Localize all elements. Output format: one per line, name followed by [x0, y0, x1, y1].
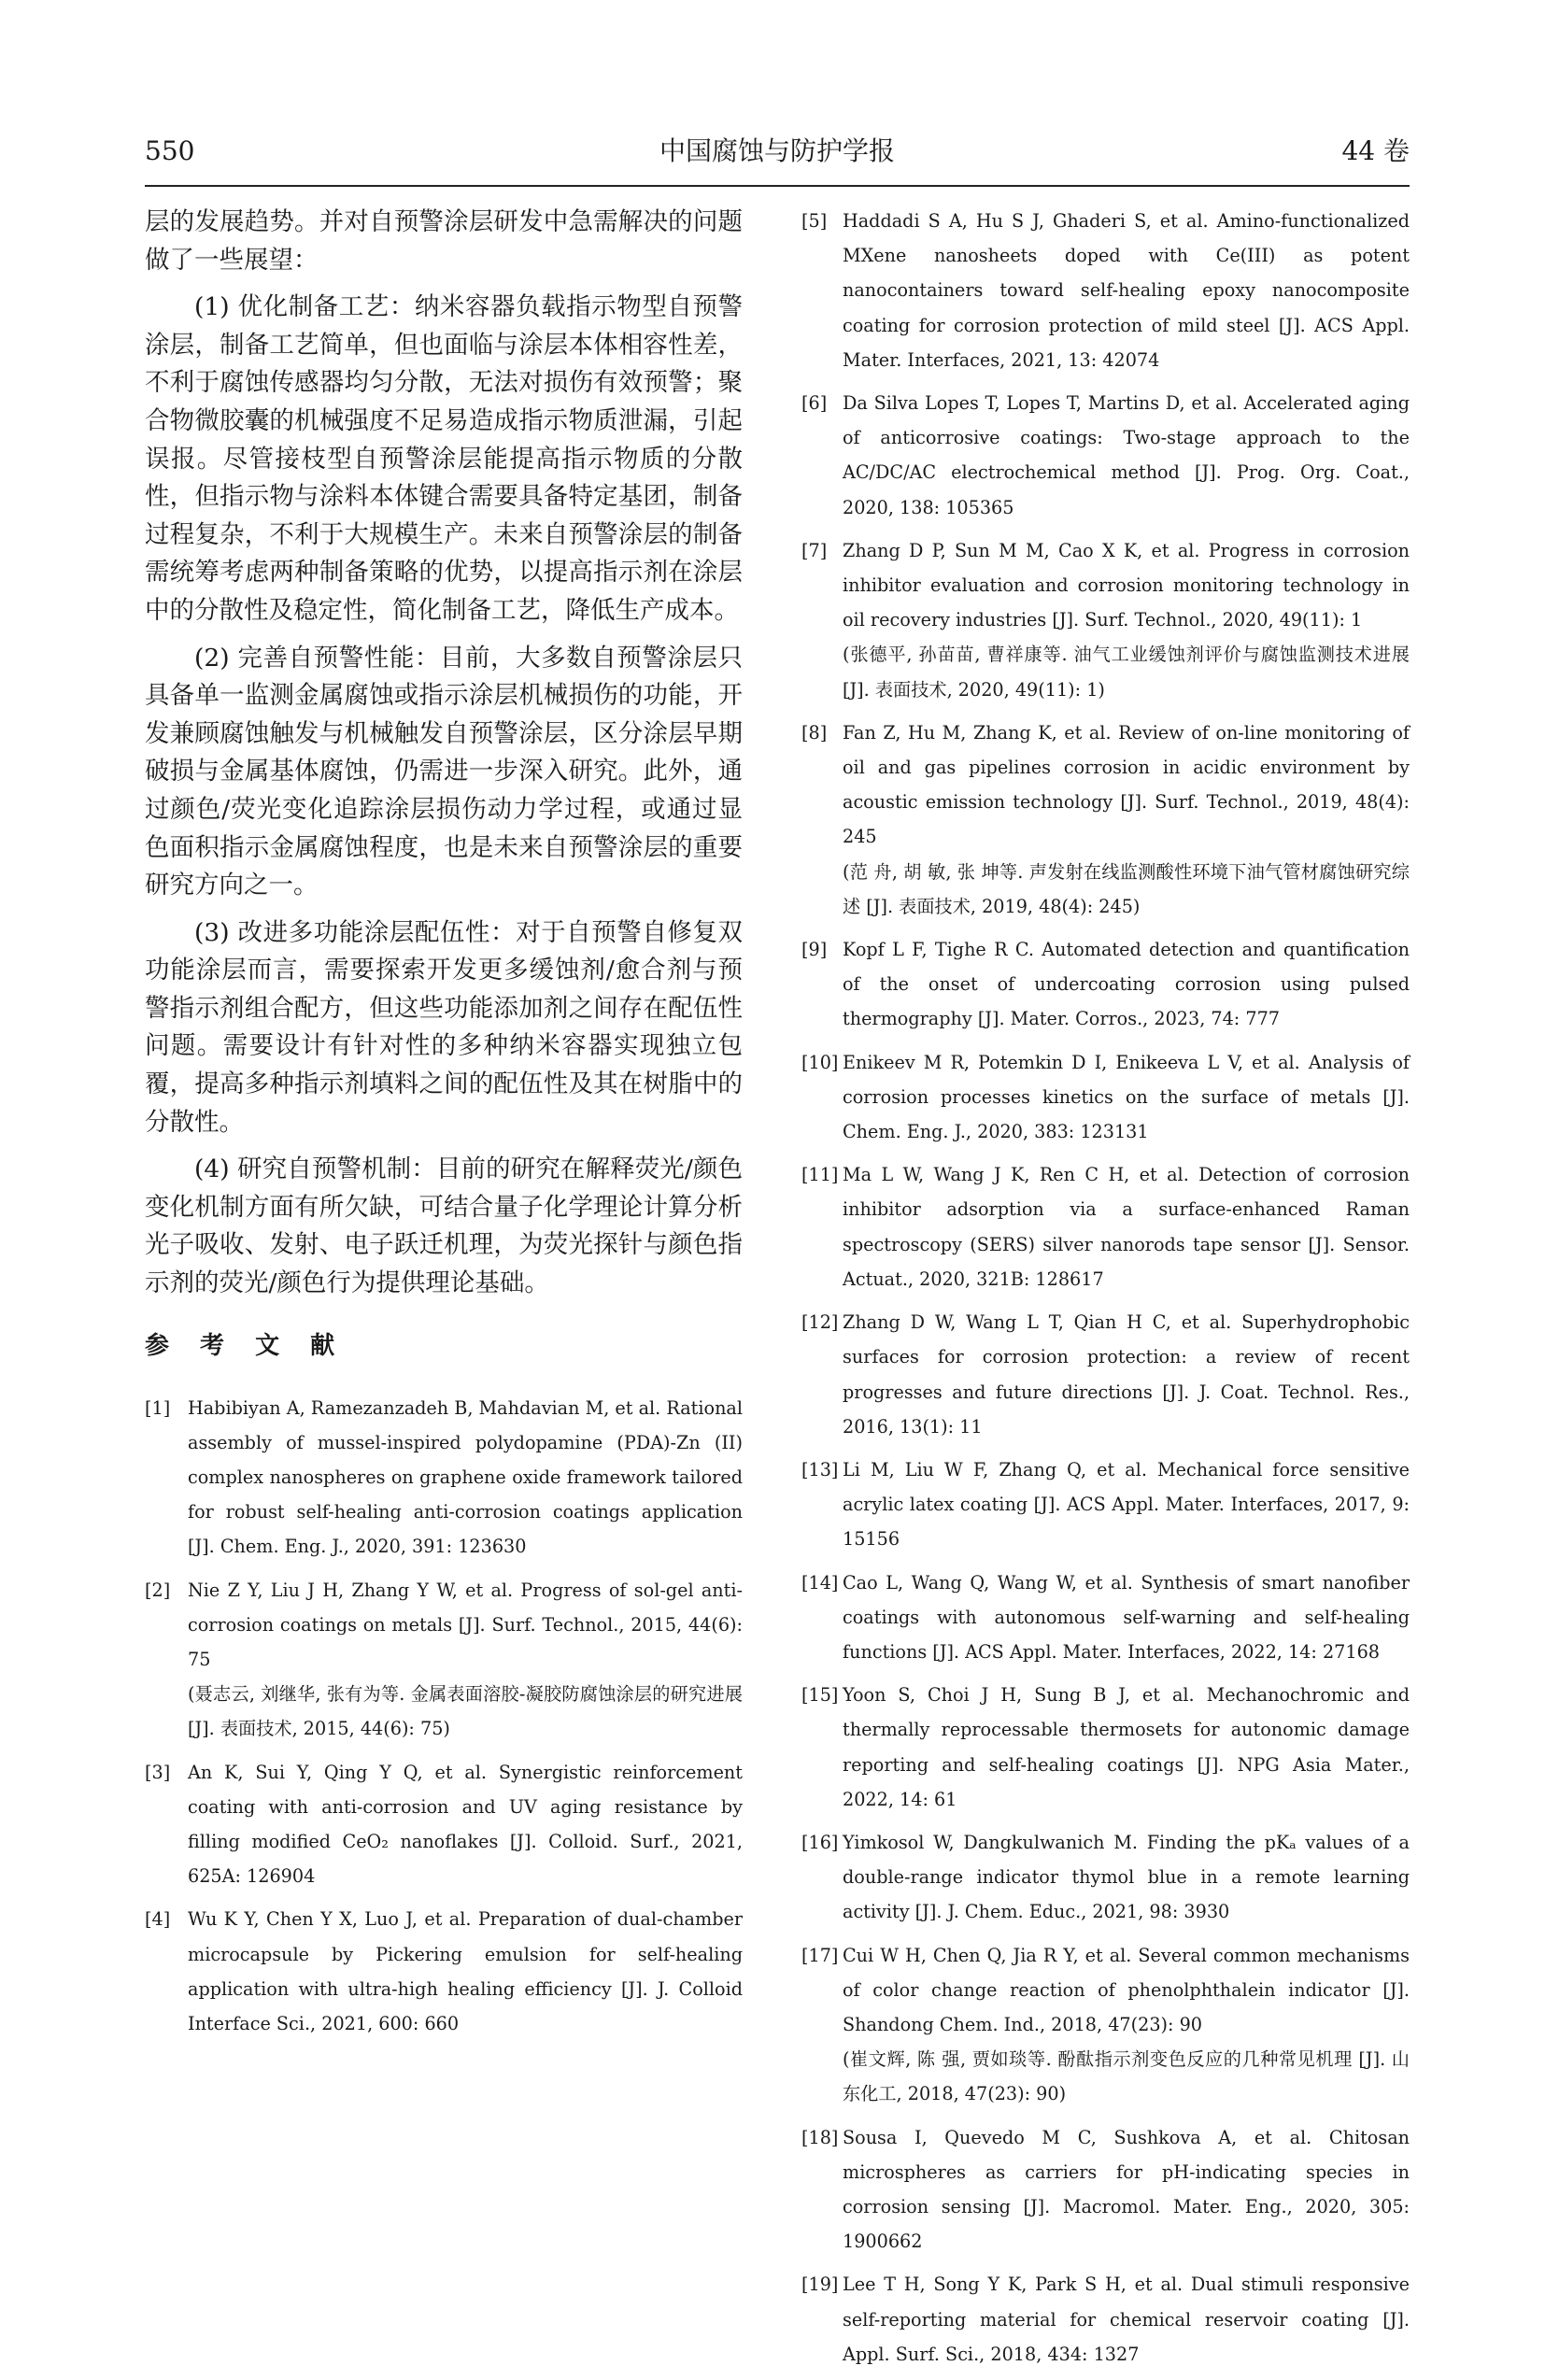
reference-number: [3] — [145, 1761, 171, 1783]
volume-label: 44 卷 — [1341, 135, 1410, 166]
reference-number: [14] — [801, 1571, 839, 1594]
reference-text: Cui W H, Chen Q, Jia R Y, et al. Several common mechanisms of color change reaction of phenolphthalein indicator [J]. Shandong Chem. Ind., 2018, 47(23): 90 — [843, 1944, 1410, 2035]
reference-item — [145, 1391, 743, 1565]
reference-number: [10] — [801, 1051, 839, 1073]
reference-number: [11] — [801, 1164, 839, 1186]
reference-text: Yimkosol W, Dangkulwanich M. Finding the pKₐ values of a double-range indicator thymol blue in a remote learning activity [J]. J. Chem. Educ., 2021, 98: 3930 — [843, 1831, 1410, 1923]
reference-chinese-text: (张德平, 孙苗苗, 曹祥康等. 油气工业缓蚀剂评价与腐蚀监测技术进展 [J]. 表面技术, 2020, 49(11): 1) — [843, 644, 1410, 701]
body-paragraph: (3) 改进多功能涂层配伍性：对于自预警自修复双功能涂层而言，需要探索开发更多缓蚀剂/愈合剂与预警指示剂组合配方，但这些功能添加剂之间存在配伍性问题。需要设计有针对性的多种纳米容器实现独立包覆，提高多种指示剂填料之间的配伍性及其在树脂中的分散性。 — [145, 917, 743, 1137]
header-rule — [145, 185, 1410, 187]
reference-number: [2] — [145, 1579, 171, 1601]
reference-text: Fan Z, Hu M, Zhang K, et al. Review of on-line monitoring of oil and gas pipelines corrosion in acidic environment by acoustic emission technology [J]. Surf. Technol., 2019, 48(4): 245 — [843, 721, 1410, 848]
reference-item — [801, 1678, 1410, 1817]
left-column — [145, 204, 743, 2049]
reference-item — [801, 1045, 1410, 1150]
reference-number: [8] — [801, 721, 828, 744]
reference-item — [145, 1573, 743, 1747]
reference-text: Yoon S, Choi J H, Sung B J, et al. Mechanochromic and thermally reprocessable thermosets for autonomic damage reporting and self-healing coatings [J]. NPG Asia Mater., 2022, 14: 61 — [843, 1684, 1410, 1810]
page-number: 550 — [145, 135, 195, 166]
reference-number: [6] — [801, 392, 828, 415]
reference-chinese-text: (聂志云, 刘继华, 张有为等. 金属表面溶胶-凝胶防腐蚀涂层的研究进展 [J]. 表面技术, 2015, 44(6): 75) — [188, 1683, 743, 1740]
reference-text: An K, Sui Y, Qing Y Q, et al. Synergistic reinforcement coating with anti-corrosion and UV aging resistance by filling modified CeO₂ nanoflakes [J]. Colloid. Surf., 2021, 625A: 126904 — [188, 1761, 743, 1888]
reference-item — [801, 715, 1410, 924]
reference-number: [19] — [801, 2274, 839, 2296]
reference-item — [801, 204, 1410, 377]
reference-text: Da Silva Lopes T, Lopes T, Martins D, et al. Accelerated aging of anticorrosive coatings: Two-stage approach to the AC/DC/AC electrochemical method [J]. Prog. Org. Coat., 2020, 138: 105365 — [843, 392, 1410, 518]
reference-number: [4] — [145, 1908, 171, 1931]
reference-number: [18] — [801, 2126, 839, 2148]
reference-text: Ma L W, Wang J K, Ren C H, et al. Detection of corrosion inhibitor adsorption via a surface-enhanced Raman spectroscopy (SERS) silver nanorods tape sensor [J]. Sensor. Actuat., 2020, 321B: 128617 — [843, 1164, 1410, 1290]
reference-text: Nie Z Y, Liu J H, Zhang Y W, et al. Progress of sol-gel anti-corrosion coatings on metals [J]. Surf. Technol., 2015, 44(6): 75 — [188, 1579, 743, 1671]
reference-list-left — [145, 1391, 743, 2042]
reference-item — [801, 932, 1410, 1037]
reference-text: Li M, Liu W F, Zhang Q, et al. Mechanical force sensitive acrylic latex coating [J]. ACS Appl. Mater. Interfaces, 2017, 9: 15156 — [843, 1458, 1410, 1551]
reference-item — [801, 533, 1410, 707]
reference-number: [12] — [801, 1311, 839, 1334]
reference-item — [801, 2120, 1410, 2260]
reference-item — [801, 1825, 1410, 1930]
reference-number: [7] — [801, 539, 828, 561]
reference-text: Zhang D W, Wang L T, Qian H C, et al. Superhydrophobic surfaces for corrosion protection: a review of recent progresses and future directions [J]. J. Coat. Technol. Res., 2016, 13(1): 11 — [843, 1311, 1410, 1438]
page-header — [145, 131, 1410, 172]
right-column — [801, 204, 1410, 2380]
reference-number: [5] — [801, 210, 828, 232]
reference-number: [9] — [801, 939, 828, 961]
body-paragraph: (1) 优化制备工艺：纳米容器负载指示物型自预警涂层，制备工艺简单，但也面临与涂层本体相容性差，不利于腐蚀传感器均匀分散，无法对损伤有效预警；聚合物微胶囊的机械强度不足易造成指示物质泄漏，引起误报。尽管接枝型自预警涂层能提高指示物质的分散性，但指示物与涂料本体键合需要具备特定基团，制备过程复杂，不利于大规模生产。未来自预警涂层的制备需统筹考虑两种制备策略的优势，以提高指示剂在涂层中的分散性及稳定性，简化制备工艺，降低生产成本。 — [145, 292, 743, 625]
reference-item — [801, 1565, 1410, 1670]
body-paragraph: (4) 研究自预警机制：目前的研究在解释荧光/颜色变化机制方面有所欠缺，可结合量子化学理论计算分析光子吸收、发射、电子跃迁机理，为荧光探针与颜色指示剂的荧光/颜色行为提供理论基础。 — [145, 1155, 743, 1298]
reference-text: Zhang D P, Sun M M, Cao X K, et al. Progress in corrosion inhibitor evaluation and corrosion monitoring technology in oil recovery industries [J]. Surf. Technol., 2020, 49(11): 1 — [843, 539, 1410, 631]
reference-item — [801, 1157, 1410, 1296]
reference-number: [13] — [801, 1458, 839, 1480]
body-paragraph: 层的发展趋势。并对自预警涂层研发中急需解决的问题做了一些展望： — [145, 207, 743, 275]
reference-item — [801, 2267, 1410, 2372]
references-heading: 参 考 文 献 — [145, 1331, 347, 1360]
reference-item — [145, 1755, 743, 1894]
reference-item — [801, 1452, 1410, 1557]
reference-list-right — [801, 204, 1410, 2372]
reference-number: [16] — [801, 1831, 839, 1853]
reference-item — [145, 1902, 743, 2041]
reference-text: Sousa I, Quevedo M C, Sushkova A, et al. Chitosan microspheres as carriers for pH-indicating species in corrosion sensing [J]. Macromol. Mater. Eng., 2020, 305: 1900662 — [843, 2126, 1410, 2253]
reference-number: [15] — [801, 1684, 839, 1707]
reference-number: [17] — [801, 1944, 839, 1966]
reference-chinese-text: (崔文辉, 陈 强, 贾如琰等. 酚酞指示剂变色反应的几种常见机理 [J]. 山东化工, 2018, 47(23): 90) — [843, 2048, 1410, 2105]
reference-text: Lee T H, Song Y K, Park S H, et al. Dual stimuli responsive self-reporting material for chemical reservoir coating [J]. Appl. Surf. Sci., 2018, 434: 1327 — [843, 2274, 1410, 2365]
reference-item — [801, 386, 1410, 525]
reference-text: Wu K Y, Chen Y X, Luo J, et al. Preparation of dual-chamber microcapsule by Pickering emulsion for self-healing application with ultra-high healing efficiency [J]. J. Colloid Interface Sci., 2021, 600: 660 — [188, 1908, 743, 2035]
reference-text: Kopf L F, Tighe R C. Automated detection and quantification of the onset of undercoating corrosion using pulsed thermography [J]. Mater. Corros., 2023, 74: 777 — [843, 939, 1410, 1030]
reference-item — [801, 1305, 1410, 1444]
reference-number: [1] — [145, 1396, 171, 1419]
reference-text: Cao L, Wang Q, Wang W, et al. Synthesis of smart nanofiber coatings with autonomous self-warning and self-healing functions [J]. ACS Appl. Mater. Interfaces, 2022, 14: 27168 — [843, 1571, 1410, 1663]
body-paragraph: (2) 完善自预警性能：目前，大多数自预警涂层只具备单一监测金属腐蚀或指示涂层机械损伤的功能，开发兼顾腐蚀触发与机械触发自预警涂层，区分涂层早期破损与金属基体腐蚀，仍需进一步深入研究。此外，通过颜色/荧光变化追踪涂层损伤动力学过程，或通过显色面积指示金属腐蚀程度，也是未来自预警涂层的重要研究方向之一。 — [145, 643, 743, 900]
reference-chinese-text: (范 舟, 胡 敏, 张 坤等. 声发射在线监测酸性环境下油气管材腐蚀研究综述 [J]. 表面技术, 2019, 48(4): 245) — [843, 860, 1410, 917]
reference-text: Enikeev M R, Potemkin D I, Enikeeva L V, et al. Analysis of corrosion processes kinetics on the surface of metals [J]. Chem. Eng. J., 2020, 383: 123131 — [843, 1051, 1410, 1143]
reference-text: Haddadi S A, Hu S J, Ghaderi S, et al. Amino-functionalized MXene nanosheets doped with Ce(III) as potent nanocontainers toward self-healing epoxy nanocomposite coating for corrosion protection of mild steel [J]. ACS Appl. Mater. Interfaces, 2021, 13: 42074 — [843, 210, 1410, 371]
reference-text: Habibiyan A, Ramezanzadeh B, Mahdavian M, et al. Rational assembly of mussel-inspired polydopamine (PDA)-Zn (II) complex nanospheres on graphene oxide framework tailored for robust self-healing anti-corrosion coatings application [J]. Chem. Eng. J., 2020, 391: 123630 — [188, 1396, 744, 1558]
journal-title: 中国腐蚀与防护学报 — [659, 135, 895, 166]
reference-item — [801, 1938, 1410, 2112]
